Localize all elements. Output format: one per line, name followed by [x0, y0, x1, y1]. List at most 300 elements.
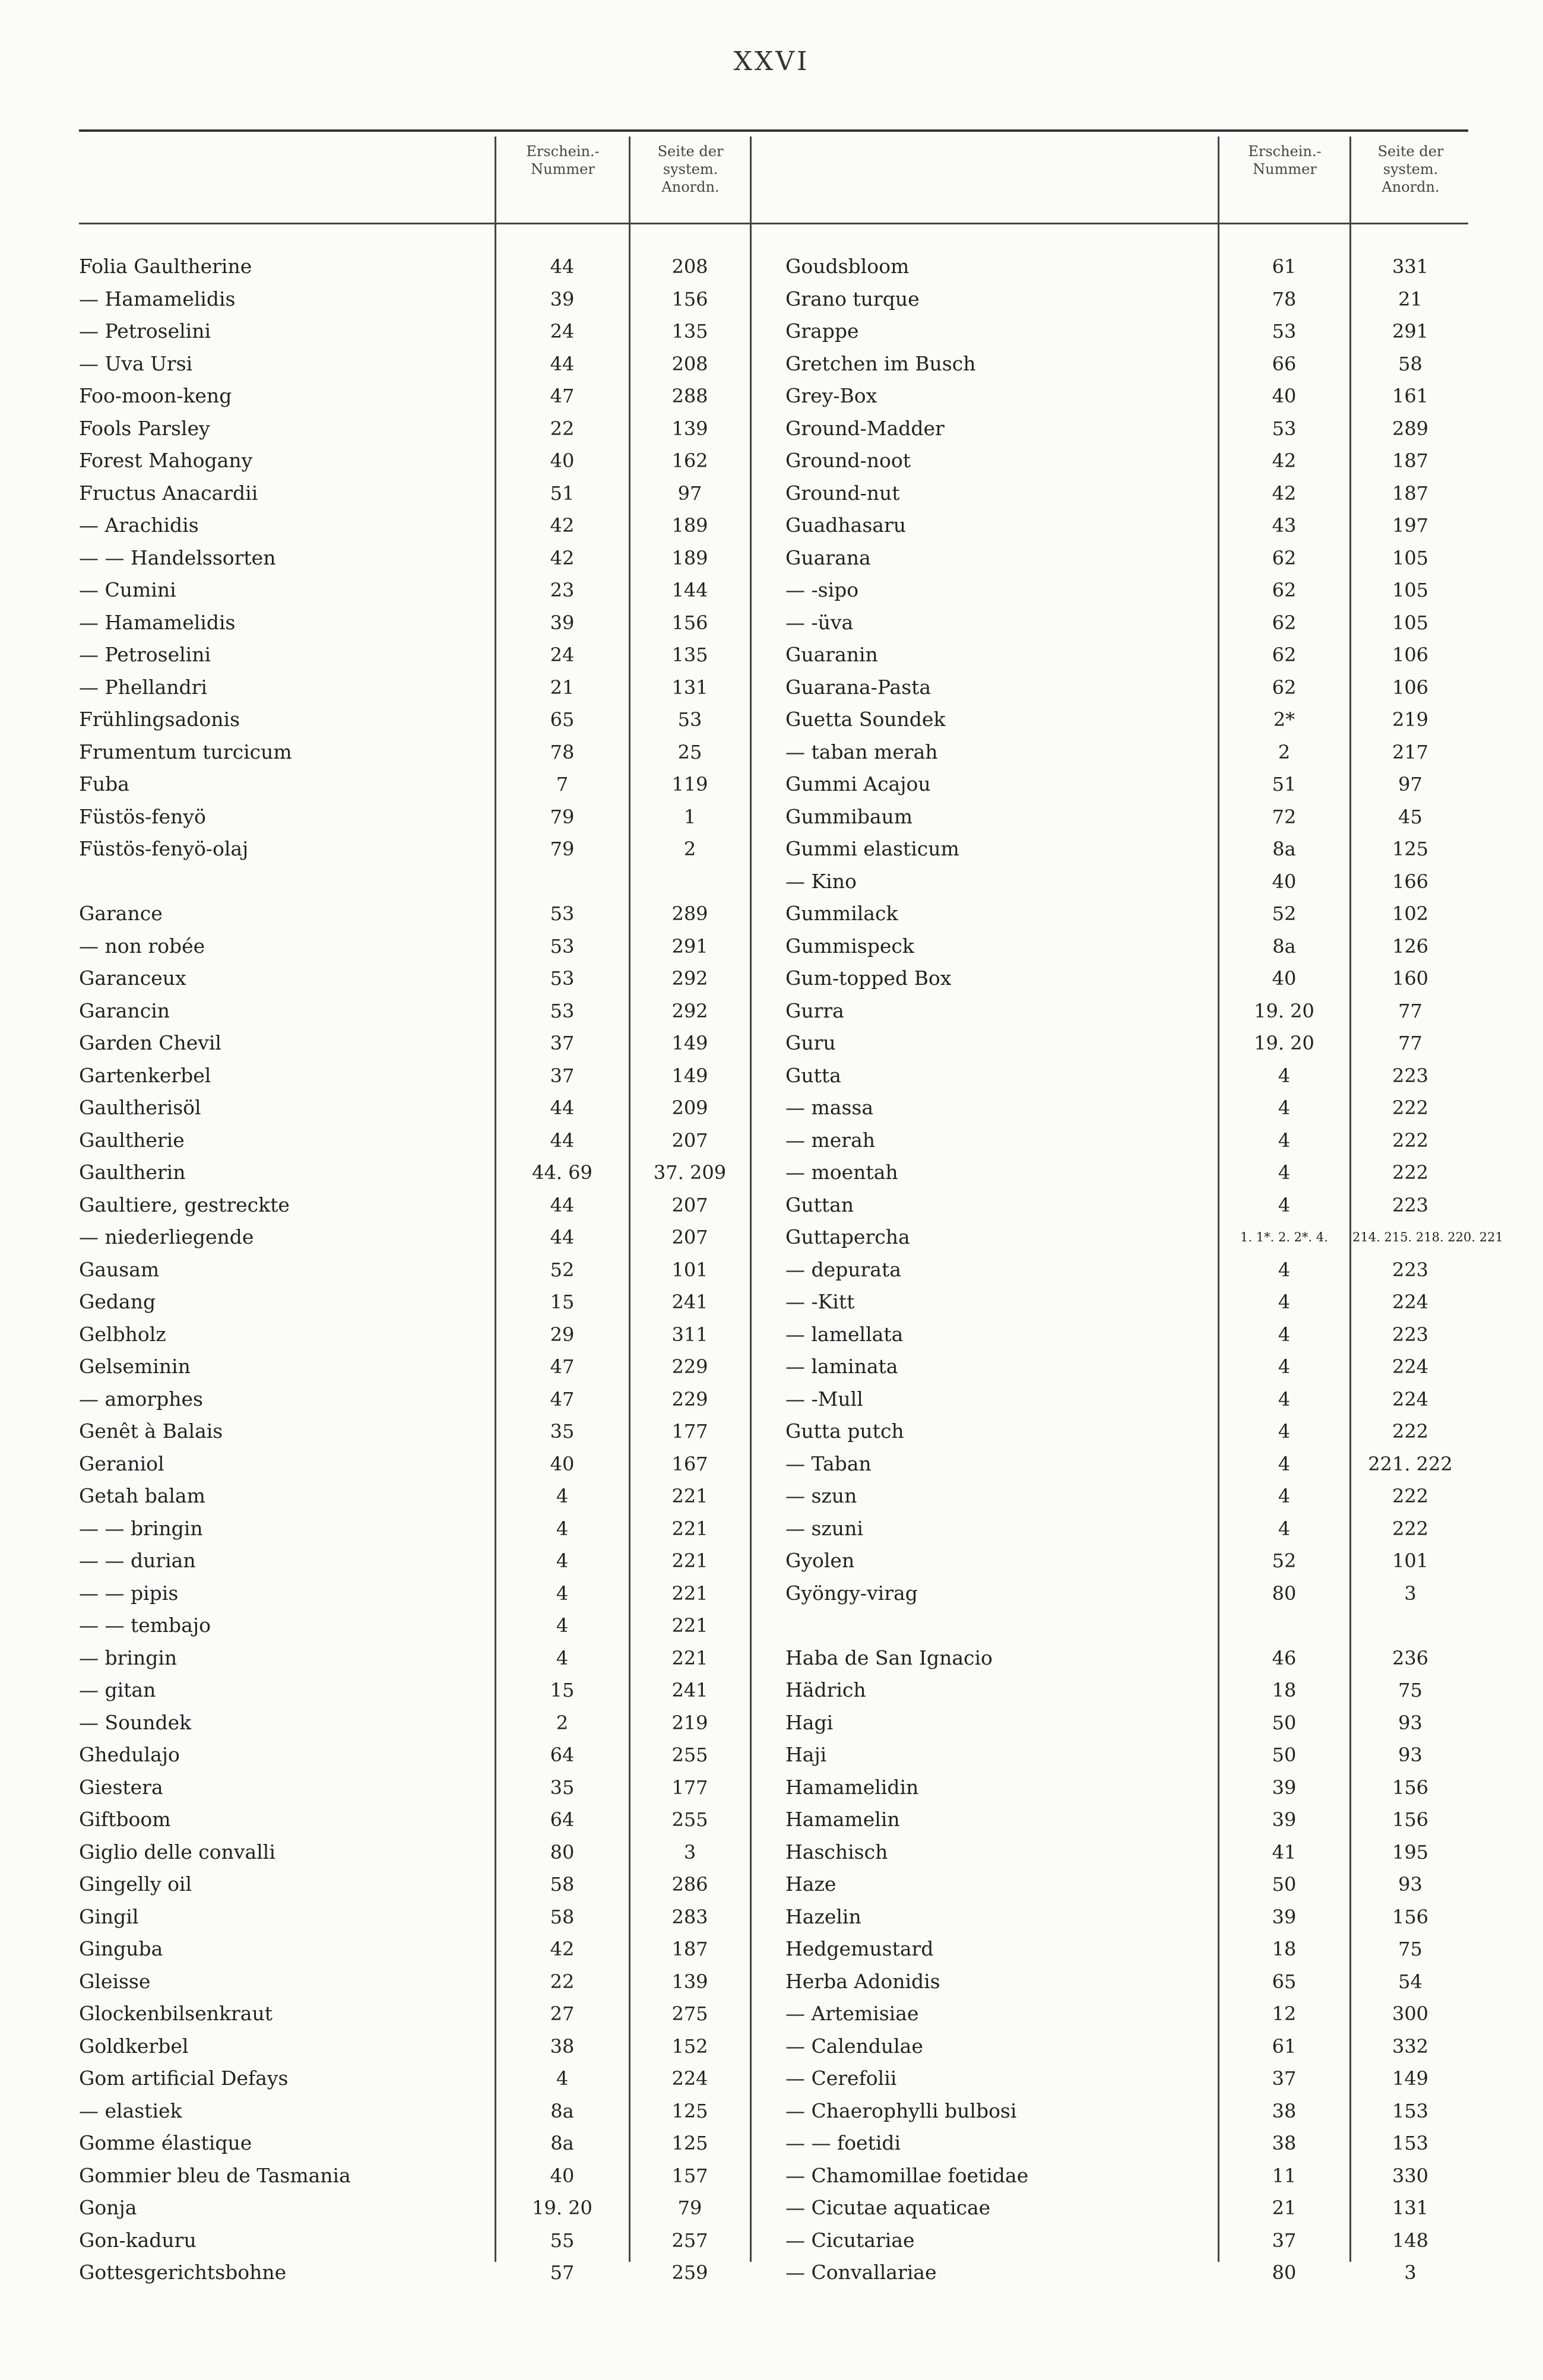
entry-page: 189 — [671, 546, 708, 569]
column-divider — [629, 137, 630, 2262]
entry-page: 135 — [671, 644, 708, 666]
entry-number: 4 — [1278, 1485, 1291, 1507]
entry-number: 50 — [1272, 1873, 1297, 1896]
entry-page: 25 — [677, 740, 702, 763]
entry-name: Gummispeck — [785, 934, 914, 958]
entry-number: 57 — [550, 2261, 575, 2284]
entry-number: 62 — [1272, 546, 1297, 569]
header-seite-right: Seite der system. Anordn. — [1377, 143, 1444, 195]
entry-page: 291 — [1392, 320, 1429, 343]
entry-name: Gausam — [79, 1257, 160, 1281]
entry-page: 222 — [1392, 1161, 1429, 1184]
entry-page: 3 — [1404, 2261, 1417, 2284]
entry-number: 52 — [1272, 1549, 1297, 1572]
entry-number: 53 — [550, 934, 575, 958]
entry-page: 75 — [1398, 1938, 1422, 1960]
entry-page: 221 — [671, 1646, 708, 1669]
entry-name: Gummi Acajou — [785, 772, 931, 796]
entry-number: 8a — [550, 2099, 574, 2122]
entry-name: — Petroselini — [79, 319, 211, 343]
entry-page: 156 — [671, 287, 708, 310]
entry-name: Guarana — [785, 546, 871, 569]
entry-name: Hedgemustard — [785, 1937, 934, 1960]
entry-name: Guru — [785, 1031, 836, 1054]
entry-page: 93 — [1398, 1744, 1422, 1766]
entry-number: 15 — [550, 1291, 575, 1313]
entry-number: 42 — [550, 546, 575, 569]
entry-page — [631, 866, 749, 898]
entry-name: Hädrich — [785, 1678, 866, 1701]
entry-name: Guaranin — [785, 643, 878, 666]
entry-name: Gleisse — [79, 1969, 151, 1993]
entry-page: 223 — [1392, 1064, 1429, 1087]
entry-page: 208 — [671, 352, 708, 375]
entry-number: 38 — [1272, 2132, 1297, 2154]
entry-name: Gaultherie — [79, 1128, 185, 1152]
entry-page: 45 — [1398, 805, 1422, 828]
entry-number: 4 — [556, 2067, 569, 2090]
entry-name: — — tembajo — [79, 1614, 211, 1637]
entry-name: Goudsbloom — [785, 255, 910, 278]
entry-name: Gyöngy-virag — [785, 1581, 918, 1605]
entry-name: Gom artificial Defays — [79, 2067, 289, 2090]
entry-number: 2* — [1273, 708, 1295, 731]
index-table — [79, 125, 1503, 2284]
entry-name: — gitan — [79, 1678, 156, 1701]
entry-name: Genêt à Balais — [79, 1419, 223, 1443]
entry-number: 4 — [1278, 1323, 1291, 1346]
entry-number: 51 — [1272, 773, 1297, 796]
entry-name: Glockenbilsenkraut — [79, 2002, 273, 2025]
entry-number: 52 — [550, 1258, 575, 1281]
entry-number: 39 — [1272, 1808, 1297, 1831]
entry-page: 223 — [1392, 1323, 1429, 1346]
entry-name: Haze — [785, 1872, 837, 1896]
entry-page: 222 — [1392, 1517, 1429, 1540]
entry-page: 217 — [1392, 740, 1429, 763]
entry-page: 167 — [671, 1452, 708, 1475]
entry-name: Garden Chevil — [79, 1031, 221, 1054]
entry-name: Gaultherisöl — [79, 1096, 201, 1119]
entry-number: 4 — [1278, 1452, 1291, 1475]
entry-page: 229 — [671, 1355, 708, 1378]
entry-name: Fools Parsley — [79, 416, 210, 440]
entry-name: Ground-nut — [785, 481, 900, 505]
entry-page: 161 — [1392, 385, 1429, 407]
entry-number: 51 — [550, 481, 575, 505]
entry-page: 149 — [671, 1064, 708, 1087]
entry-number: 38 — [550, 2034, 575, 2058]
entry-name: Guetta Soundek — [785, 708, 946, 731]
entry-page: 241 — [671, 1679, 708, 1701]
entry-number: 22 — [550, 417, 575, 440]
entry-page: 221 — [671, 1614, 708, 1637]
entry-name: Geraniol — [79, 1452, 164, 1475]
entry-number: 4 — [1278, 1064, 1291, 1087]
entry-name: Guadhasaru — [785, 514, 906, 537]
entry-name: — moentah — [785, 1161, 898, 1184]
entry-name: — Hamamelidis — [79, 287, 236, 310]
entry-number: 72 — [1272, 805, 1297, 828]
entry-number: 24 — [550, 320, 575, 343]
entry-number: 4 — [1278, 1387, 1291, 1411]
entry-number: 47 — [550, 1355, 575, 1378]
entry-name: — taban merah — [785, 740, 938, 763]
entry-number: 2 — [556, 1711, 569, 1734]
entry-name: Hamamelidin — [785, 1775, 919, 1799]
entry-number: 65 — [1272, 1970, 1297, 1993]
entry-number: 58 — [550, 1905, 575, 1928]
entry-page: 79 — [677, 2197, 702, 2219]
entry-number: 22 — [550, 1970, 575, 1993]
entry-page: 106 — [1392, 644, 1429, 666]
entry-page: 332 — [1392, 2034, 1429, 2058]
entry-number: 4 — [1278, 1291, 1291, 1313]
entry-number: 64 — [550, 1808, 575, 1831]
entry-name: Gommier bleu de Tasmania — [79, 2163, 351, 2187]
entry-name: Garance — [79, 902, 163, 925]
entry-number: 4 — [1278, 1129, 1291, 1152]
entry-number: 64 — [550, 1744, 575, 1766]
entry-name: Gottesgerichtsbohne — [79, 2261, 287, 2284]
entry-name: — Cerefolii — [785, 2067, 897, 2090]
entry-name: Fructus Anacardii — [79, 481, 258, 505]
entry-page: 224 — [671, 2067, 708, 2090]
entry-number: 19. 20 — [1254, 999, 1314, 1022]
entry-page: 131 — [671, 676, 708, 699]
entry-number: 11 — [1272, 2164, 1297, 2187]
entry-page: 77 — [1398, 1032, 1422, 1054]
entry-number: 2 — [1278, 740, 1291, 763]
entry-number: 61 — [1272, 255, 1297, 278]
entry-number: 40 — [1272, 870, 1297, 893]
entry-name: — Chaerophylli bulbosi — [785, 2099, 1017, 2122]
entry-name: Gum-topped Box — [785, 966, 952, 990]
entry-number: 40 — [1272, 967, 1297, 990]
entry-page: 189 — [671, 514, 708, 537]
entry-number — [498, 866, 627, 898]
entry-number: 40 — [550, 1452, 575, 1475]
entry-name: — Arachidis — [79, 514, 199, 537]
entry-name: Gummibaum — [785, 804, 913, 828]
entry-page: 156 — [1392, 1808, 1429, 1831]
entry-page: 187 — [1392, 449, 1429, 472]
entry-name: Gomme élastique — [79, 2131, 252, 2154]
entry-name: — Cumini — [79, 578, 176, 601]
entry-name: — elastiek — [79, 2099, 182, 2122]
entry-page: 37. 209 — [653, 1161, 727, 1184]
entry-name: — — foetidi — [785, 2131, 901, 2154]
entry-name: — laminata — [785, 1355, 898, 1378]
entry-page: 53 — [677, 708, 702, 731]
entry-page: 106 — [1392, 676, 1429, 699]
entry-number: 4 — [556, 1582, 569, 1605]
header-nummer-right: Erschein.-Nummer — [1248, 143, 1322, 178]
entry-name: Fuba — [79, 772, 129, 796]
entry-number: 35 — [550, 1776, 575, 1799]
entry-name: Gurra — [785, 999, 844, 1022]
entry-name: Gutta putch — [785, 1419, 904, 1443]
entry-page: 221 — [671, 1582, 708, 1605]
entry-page: 152 — [671, 2034, 708, 2058]
entry-name: — Calendulae — [785, 2034, 923, 2058]
entry-number: 44 — [550, 1096, 575, 1119]
entry-page: 223 — [1392, 1258, 1429, 1281]
entry-page: 101 — [671, 1258, 708, 1281]
entry-page: 125 — [671, 2099, 708, 2122]
entry-number: 29 — [550, 1323, 575, 1346]
entry-name: Frumentum turcicum — [79, 740, 292, 763]
entry-number: 44 — [550, 352, 575, 375]
entry-name: — bringin — [79, 1646, 178, 1669]
entry-number: 55 — [550, 2229, 575, 2252]
entry-page: 93 — [1398, 1711, 1422, 1734]
entry-name: — amorphes — [79, 1387, 203, 1411]
entry-number: 44 — [550, 1129, 575, 1152]
entry-page: 102 — [1392, 902, 1429, 925]
entry-page — [1352, 1609, 1468, 1641]
entry-number: 4 — [1278, 1258, 1291, 1281]
entry-name: Hamamelin — [785, 1808, 900, 1831]
entry-number: 24 — [550, 644, 575, 666]
entry-page: 289 — [671, 902, 708, 925]
entry-number: 47 — [550, 385, 575, 407]
entry-name: Grano turque — [785, 287, 920, 310]
entry-page: 219 — [1392, 708, 1429, 731]
entry-page: 148 — [1392, 2229, 1429, 2252]
entry-name: — Hamamelidis — [79, 610, 236, 634]
entry-number: 1. 1*. 2. 2*. 4. — [1240, 1230, 1328, 1244]
entry-page: 77 — [1398, 999, 1422, 1022]
entry-page: 207 — [671, 1129, 708, 1152]
entry-page: 139 — [671, 1970, 708, 1993]
entry-name: — non robée — [79, 934, 205, 958]
column-divider — [495, 137, 496, 2262]
entry-name: Gonja — [79, 2196, 137, 2219]
entry-page: 229 — [671, 1387, 708, 1411]
entry-number: 21 — [550, 676, 575, 699]
entry-name: Gummi elasticum — [785, 837, 959, 860]
entry-number: 43 — [1272, 514, 1297, 537]
entry-name: Garanceux — [79, 966, 186, 990]
entry-page: 257 — [671, 2229, 708, 2252]
header-rule — [79, 223, 1468, 224]
entry-name: — Convallariae — [785, 2261, 937, 2284]
entry-page: 101 — [1392, 1549, 1429, 1572]
entry-page: 105 — [1392, 579, 1429, 601]
entry-page: 93 — [1398, 1873, 1422, 1896]
entry-name: Gingil — [79, 1904, 139, 1928]
entry-page: 221 — [671, 1517, 708, 1540]
entry-name: — szuni — [785, 1516, 863, 1540]
entry-name: — -Mull — [785, 1387, 863, 1411]
entry-page: 177 — [671, 1776, 708, 1799]
entry-page: 105 — [1392, 611, 1429, 634]
entry-page: 208 — [671, 255, 708, 278]
entry-name: — -üva — [785, 610, 854, 634]
entry-page: 291 — [671, 934, 708, 958]
entry-page: 156 — [1392, 1776, 1429, 1799]
entry-name: — Uva Ursi — [79, 351, 193, 375]
entry-name: — -sipo — [785, 578, 859, 601]
entry-number: 62 — [1272, 579, 1297, 601]
entry-page: 131 — [1392, 2197, 1429, 2219]
entry-number: 80 — [1272, 2261, 1297, 2284]
header-nummer-left: Erschein.-Nummer — [526, 143, 600, 178]
entry-number: 52 — [1272, 902, 1297, 925]
entry-page: 135 — [671, 320, 708, 343]
entry-number: 66 — [1272, 352, 1297, 375]
entry-name: — — Handelssorten — [79, 546, 276, 569]
entry-number: 4 — [1278, 1193, 1291, 1216]
entry-number: 12 — [1272, 2002, 1297, 2025]
entry-page: 207 — [671, 1226, 708, 1248]
entry-page: 177 — [671, 1420, 708, 1443]
entry-name: Giestera — [79, 1775, 163, 1799]
entry-name: Herba Adonidis — [785, 1969, 940, 1993]
column-divider — [1218, 137, 1219, 2262]
entry-number: 79 — [550, 805, 575, 828]
entry-page: 221 — [671, 1549, 708, 1572]
entry-page: 105 — [1392, 546, 1429, 569]
entry-name — [79, 866, 489, 898]
entry-name: Haji — [785, 1743, 827, 1766]
entry-name: Guttapercha — [785, 1225, 910, 1248]
entry-page: 119 — [671, 773, 708, 796]
entry-name: — Artemisiae — [785, 2002, 919, 2025]
entry-name: Gummilack — [785, 902, 898, 925]
entry-page: 289 — [1392, 417, 1429, 440]
entry-page: 292 — [671, 999, 708, 1022]
entry-number: 78 — [550, 740, 575, 763]
entry-number: 38 — [1272, 2099, 1297, 2122]
entry-number: 19. 20 — [1254, 1032, 1314, 1054]
entry-page: 288 — [671, 385, 708, 407]
entry-page: 255 — [671, 1808, 708, 1831]
entry-number: 44 — [550, 1193, 575, 1216]
entry-page: 97 — [677, 481, 702, 505]
entry-number: 42 — [550, 514, 575, 537]
entry-name: Gaultherin — [79, 1161, 186, 1184]
entry-number: 4 — [1278, 1096, 1291, 1119]
entry-number: 15 — [550, 1679, 575, 1701]
entry-number: 44 — [550, 255, 575, 278]
entry-page: 3 — [1404, 1582, 1417, 1605]
entry-number: 61 — [1272, 2034, 1297, 2058]
entry-number: 40 — [1272, 385, 1297, 407]
entry-name: Hazelin — [785, 1904, 861, 1928]
entry-number: 4 — [556, 1646, 569, 1669]
entry-page: 156 — [671, 611, 708, 634]
entry-page: 153 — [1392, 2132, 1429, 2154]
entry-name: — Phellandri — [79, 675, 207, 699]
entry-name: Frühlingsadonis — [79, 708, 240, 731]
entry-page: 286 — [671, 1873, 708, 1896]
entry-name: Grappe — [785, 319, 859, 343]
entry-page: 222 — [1392, 1485, 1429, 1507]
entry-number: 42 — [1272, 481, 1297, 505]
entry-number: 8a — [1272, 838, 1296, 860]
entry-name: Goldkerbel — [79, 2034, 189, 2058]
entry-number: 21 — [1272, 2197, 1297, 2219]
entry-name: Gingelly oil — [79, 1872, 192, 1896]
entry-number: 4 — [556, 1517, 569, 1540]
entry-name: Hagi — [785, 1710, 834, 1734]
entry-page: 2 — [683, 838, 696, 860]
entry-name: Gretchen im Busch — [785, 351, 976, 375]
entry-name: Gutta — [785, 1063, 841, 1087]
entry-page: 209 — [671, 1096, 708, 1119]
entry-page: 1 — [683, 805, 696, 828]
entry-name: Gartenkerbel — [79, 1063, 211, 1087]
entry-page: 214. 215. 218. 220. 221 — [1352, 1230, 1503, 1244]
page-title: XXVI — [733, 46, 810, 77]
column-divider — [1349, 137, 1351, 2262]
entry-name: — — durian — [79, 1549, 196, 1572]
entry-number: 8a — [550, 2132, 574, 2154]
entry-name: — Taban — [785, 1452, 872, 1475]
entry-page: 223 — [1392, 1193, 1429, 1216]
entry-page: 54 — [1398, 1970, 1422, 1993]
entry-number: 62 — [1272, 611, 1297, 634]
entry-page: 75 — [1398, 1679, 1422, 1701]
entry-name: Giglio delle convalli — [79, 1840, 275, 1864]
entry-number: 53 — [1272, 320, 1297, 343]
entry-page: 126 — [1392, 934, 1429, 958]
entry-number: 62 — [1272, 644, 1297, 666]
entry-name: Füstös-fenyö — [79, 804, 206, 828]
entry-name: Ground-Madder — [785, 416, 945, 440]
entry-page: 97 — [1398, 773, 1422, 796]
entry-name: Guttan — [785, 1193, 854, 1216]
entry-name: — — pipis — [79, 1581, 179, 1605]
entry-page: 224 — [1392, 1387, 1429, 1411]
entry-page: 21 — [1398, 287, 1422, 310]
entry-name: — massa — [785, 1096, 874, 1119]
entry-page: 311 — [671, 1323, 708, 1346]
entry-page: 222 — [1392, 1129, 1429, 1152]
entry-page: 149 — [1392, 2067, 1429, 2090]
entry-number: 58 — [550, 1873, 575, 1896]
entry-number: 27 — [550, 2002, 575, 2025]
entry-number: 39 — [550, 611, 575, 634]
entry-number: 50 — [1272, 1744, 1297, 1766]
entry-number: 44. 69 — [532, 1161, 593, 1184]
entry-page: 259 — [671, 2261, 708, 2284]
entry-page: 125 — [671, 2132, 708, 2154]
entry-number: 40 — [550, 449, 575, 472]
entry-name: Gon-kaduru — [79, 2228, 197, 2252]
entry-number: 4 — [556, 1614, 569, 1637]
entry-page: 331 — [1392, 255, 1429, 278]
entry-number: 4 — [1278, 1161, 1291, 1184]
entry-number: 80 — [1272, 1582, 1297, 1605]
entry-number: 4 — [556, 1549, 569, 1572]
entry-name: Guarana-Pasta — [785, 675, 931, 699]
entry-page: 125 — [1392, 838, 1429, 860]
entry-number: 53 — [1272, 417, 1297, 440]
entry-name: — Petroselini — [79, 643, 211, 666]
entry-page: 222 — [1392, 1096, 1429, 1119]
entry-name: Grey-Box — [785, 384, 877, 407]
entry-name: — Soundek — [79, 1710, 192, 1734]
entry-name: Haba de San Ignacio — [785, 1646, 993, 1669]
entry-page: 144 — [671, 579, 708, 601]
entry-page: 166 — [1392, 870, 1429, 893]
entry-number: 53 — [550, 999, 575, 1022]
entry-number: 50 — [1272, 1711, 1297, 1734]
entry-page: 187 — [671, 1938, 708, 1960]
